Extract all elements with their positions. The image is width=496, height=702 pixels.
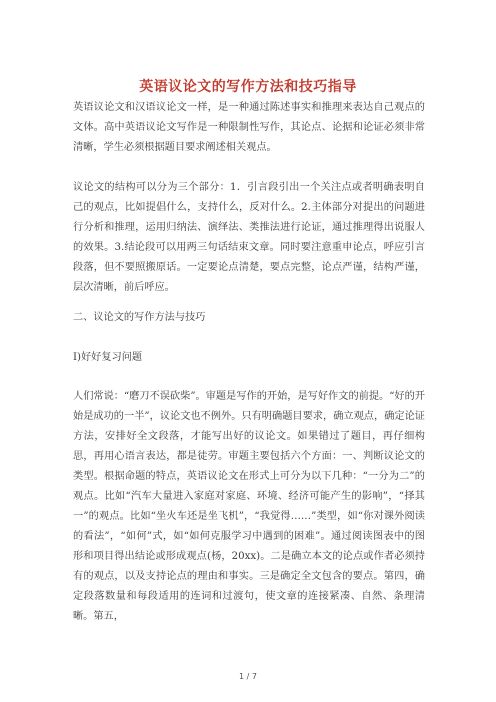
document-title: 英语议论文的写作方法和技巧指导 [139,79,357,95]
subsection-heading: I)好好复习问题 [73,352,143,363]
intro-paragraph: 英语议论文和汉语议论文一样，是一种通过陈述事实和推理来表达自己观点的文体。高中英语议论文写作是一种限制性写作，其论点、论据和论证必须非常清晰，学生必须根据题目要求阐述相关观点。 [73,102,425,153]
body-paragraph: 人们常说：“磨刀不误砍柴”。审题是写作的开始，是写好作文的前提。“好的开始是成功的一半”，议论文也不例外。只有明确题目要求，确立观点，确定论证方法，安排好全文段落，才能写出好的议论文。如果错过了题目，再仔细构思，再用心语言表达，都是徒劳。审题主要包括六个方面：一、判断议论文的类型。根据命题的特点，英语议论文在形式上可分为以下几种：“一分为二”的观点。比如“汽车大量进入家庭对家庭、环境、经济可能产生的影响”，“择其一”的观点。比如“坐火车还是坐飞机”，“我觉得……”类型，如“你对课外阅读的看法”，“如何”式，如“如何克服学习中遇到的困难”。通过阅读图表中的图形和项目得出结论或形成观点(杨，20xx)。二是确立本文的论点或作者必须持有的观点，以及支持论点的理由和事实。三是确定全文包含的要点。第四，确定段落数量和每段适用的连词和过渡句，使文章的连接紧凑、自然、条理清晰。第五， [73,391,425,622]
page-indicator: 1 / 7 [239,672,257,681]
structure-paragraph: 议论文的结构可以分为三个部分：1．引言段引出一个关注点或者明确表明自己的观点，比如提倡什么，支持什么，反对什么。2.主体部分对提出的问题进行分析和推理，运用归纳法、演绎法、类推法进行论证，通过推理得出说服人的效果。3.结论段可以用两三句话结束文章。同时要注意重申论点，呼应引言段落，但不要照搬原话。一定要论点清楚，要点完整，论点严谨，结构严谨，层次清晰，前后呼应。 [73,182,425,293]
section-heading: 二、议论文的写作方法与技巧 [73,312,206,323]
